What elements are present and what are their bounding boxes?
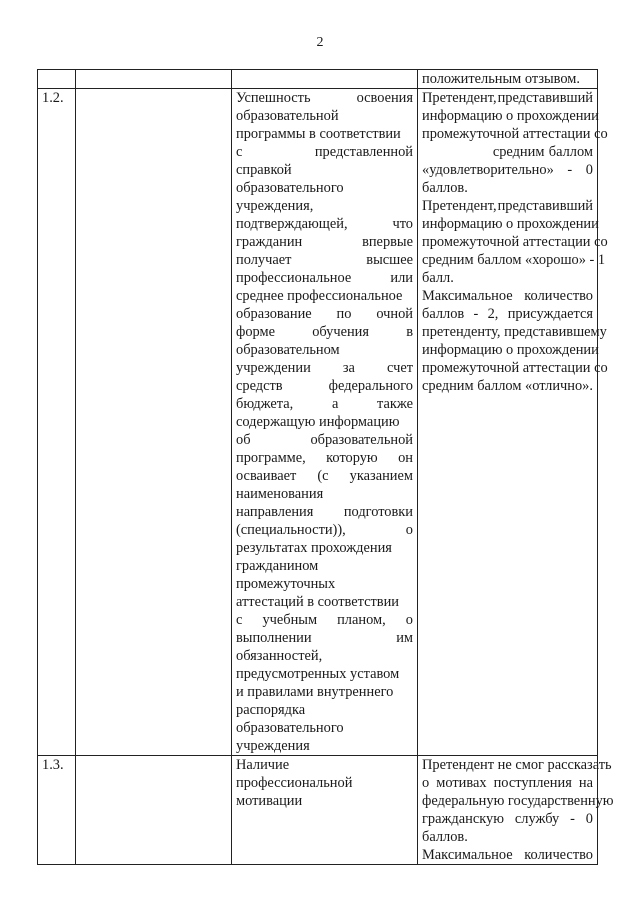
text-word: также (377, 396, 413, 412)
text-line (236, 449, 413, 467)
text-word: подтверждающей, (236, 216, 348, 232)
text-line (422, 179, 593, 197)
text-word: - (567, 162, 573, 178)
text-word: результатах прохождения (236, 540, 392, 556)
text-line (236, 774, 413, 792)
text-line (236, 395, 413, 413)
text-line (422, 70, 593, 88)
text-word: по (336, 306, 352, 322)
page-number: 2 (316, 35, 324, 50)
text-line (236, 467, 413, 485)
text-line (422, 305, 593, 323)
text-word: наименования (236, 486, 324, 502)
text-word: федеральную государственную (422, 793, 614, 809)
text-word: образовательного (236, 180, 344, 196)
text-word: получает (236, 252, 292, 268)
text-word: бюджета, (236, 396, 294, 412)
text-word: претенденту, представившему (422, 324, 607, 340)
text-line (236, 269, 413, 287)
text-word: Претендент, (422, 198, 497, 214)
row-number-cell: 1.3. (38, 756, 76, 865)
text-word: промежуточной аттестации со (422, 126, 608, 142)
text-word: баллов. (422, 829, 468, 845)
text-word: представивший (497, 198, 593, 214)
text-word: Наличие (236, 757, 290, 773)
text-word: баллом (548, 144, 593, 160)
text-word: баллов (422, 306, 465, 322)
text-line (236, 539, 413, 557)
text-word: осваивает (236, 468, 297, 484)
text-word: мотивах (436, 775, 487, 791)
text-word: учреждения, (236, 198, 314, 214)
text-line (236, 792, 413, 810)
text-line (236, 215, 413, 233)
text-line (422, 143, 593, 161)
text-line (236, 377, 413, 395)
text-word: (с (317, 468, 329, 484)
text-line (236, 737, 413, 755)
text-word: счет (386, 360, 413, 376)
text-word: информацию о прохождении (422, 108, 599, 124)
text-word: гражданин (236, 234, 303, 250)
text-word: которую (326, 450, 378, 466)
continuation-num-cell (38, 70, 76, 89)
text-word: что (392, 216, 413, 232)
text-word: образовательном (236, 342, 340, 358)
text-word: в (406, 324, 413, 340)
text-word: учреждения (236, 738, 310, 754)
text-word: очной (376, 306, 413, 322)
text-line (422, 107, 599, 125)
text-line (422, 287, 593, 305)
text-word: за (342, 360, 355, 376)
text-word: с (236, 144, 243, 160)
text-word: образовательного (236, 720, 344, 736)
text-line (236, 179, 413, 197)
text-word: учреждении (236, 360, 311, 376)
text-word: поступления (493, 775, 572, 791)
text-line (422, 846, 593, 864)
text-word: гражданскую (422, 811, 504, 827)
text-line (236, 359, 413, 377)
text-word: количество (524, 288, 593, 304)
text-word: среднее профессиональное (236, 288, 403, 304)
text-word: или (390, 270, 413, 286)
text-line (236, 161, 413, 179)
text-word: о (405, 522, 413, 538)
table-row-continuation (38, 70, 598, 89)
text-line (236, 647, 413, 665)
text-word: Претендент не смог рассказать (422, 757, 612, 773)
text-word: на (578, 775, 593, 791)
text-word: о (405, 612, 413, 628)
text-word: указанием (349, 468, 413, 484)
text-word: Максимальное (422, 847, 513, 863)
text-line (236, 413, 413, 431)
text-line (236, 431, 413, 449)
text-line (236, 485, 413, 503)
text-word: освоения (356, 90, 413, 106)
empty-cell (76, 89, 232, 756)
text-line (422, 161, 593, 179)
text-word: 2, (487, 306, 499, 322)
text-word: Максимальное (422, 288, 513, 304)
text-line (236, 756, 413, 774)
text-word: федерального (328, 378, 413, 394)
text-word: справкой (236, 162, 292, 178)
scoring-cell (418, 756, 614, 865)
text-line (236, 611, 413, 629)
table-row (38, 756, 598, 865)
text-word: о (422, 775, 430, 791)
text-line (236, 503, 413, 521)
text-line (236, 575, 413, 593)
text-word: - (570, 811, 575, 827)
text-word: образование (236, 306, 312, 322)
text-word: 0 (585, 811, 593, 827)
text-word: представивший (497, 90, 593, 106)
text-word: предусмотренных уставом (236, 666, 400, 682)
text-line (236, 143, 413, 161)
table-row (38, 89, 598, 756)
text-line (236, 521, 413, 539)
continuation-criterion-cell (232, 70, 418, 89)
text-word: средним баллом «отлично». (422, 378, 593, 394)
text-word: службу (514, 811, 560, 827)
text-line (422, 233, 608, 251)
text-word: мотивации (236, 793, 303, 809)
text-line (236, 233, 413, 251)
text-word: средним (492, 144, 545, 160)
text-word: балл. (422, 270, 454, 286)
text-word: выполнении (236, 630, 312, 646)
text-word: присуждается (507, 306, 593, 322)
text-word: об (236, 432, 251, 448)
text-word: содержащую информацию (236, 414, 400, 430)
text-line (236, 107, 413, 125)
text-word: обязанностей, (236, 648, 323, 664)
text-line (422, 197, 593, 215)
text-word: форме (236, 324, 275, 340)
criterion-cell (232, 89, 418, 756)
text-word: «удовлетворительно» (422, 162, 554, 178)
text-word: учебным (262, 612, 318, 628)
text-line (422, 215, 599, 233)
text-line (422, 774, 593, 792)
text-line (236, 323, 413, 341)
text-word: распорядка (236, 702, 306, 718)
criterion-cell (232, 756, 418, 865)
text-line (236, 197, 413, 215)
text-word: он (398, 450, 413, 466)
text-word: представленной (314, 144, 413, 160)
text-line (236, 719, 413, 737)
text-line (236, 125, 413, 143)
text-word: профессиональное (236, 270, 352, 286)
text-word: баллов. (422, 180, 468, 196)
text-word: средств (236, 378, 283, 394)
text-word: информацию о прохождении (422, 216, 599, 232)
criteria-table (37, 69, 614, 865)
text-line (422, 359, 608, 377)
text-word: - (473, 306, 479, 322)
text-line (236, 701, 413, 719)
text-line (422, 323, 607, 341)
text-word: гражданином (236, 558, 319, 574)
text-line (422, 756, 612, 774)
text-line (422, 828, 593, 846)
text-word: образовательной (236, 108, 339, 124)
text-word: Успешность (236, 90, 311, 106)
text-word: и правилами внутреннего (236, 684, 394, 700)
text-line (422, 125, 608, 143)
text-word: образовательной (310, 432, 413, 448)
text-word: впервые (362, 234, 413, 250)
text-line (236, 557, 413, 575)
text-line (236, 305, 413, 323)
text-line (422, 89, 593, 107)
text-word: информацию о прохождении (422, 342, 599, 358)
text-line (422, 810, 593, 828)
row-number-cell: 1.2. (38, 89, 76, 756)
text-word: средним баллом «хорошо» - 1 (422, 252, 606, 268)
text-line (236, 683, 413, 701)
text-word: промежуточных (236, 576, 336, 592)
text-word: количество (524, 847, 593, 863)
text-line (236, 251, 413, 269)
text-word: подготовки (343, 504, 413, 520)
text-line (236, 287, 413, 305)
text-word: промежуточной аттестации со (422, 234, 608, 250)
text-line (236, 593, 413, 611)
text-word: с (236, 612, 243, 628)
text-word: программы в соответствии (236, 126, 401, 142)
scoring-cell (418, 89, 608, 756)
text-line (236, 665, 413, 683)
continuation-scoring-cell (418, 70, 598, 89)
text-line (236, 341, 413, 359)
text-word: программе, (236, 450, 306, 466)
text-word: (специальности)), (236, 522, 346, 538)
text-word: им (396, 630, 413, 646)
text-word: а (331, 396, 339, 412)
text-word: 0 (585, 162, 593, 178)
text-word: аттестаций в соответствии (236, 594, 399, 610)
text-word: профессиональной (236, 775, 353, 791)
text-word: положительным отзывом. (422, 71, 581, 87)
text-line (422, 341, 599, 359)
text-word: обучения (312, 324, 369, 340)
text-line (422, 792, 614, 810)
text-line (422, 377, 593, 395)
text-line (236, 89, 413, 107)
text-line (422, 269, 593, 287)
text-line (422, 251, 606, 269)
text-line (236, 629, 413, 647)
text-word: планом, (337, 612, 386, 628)
text-word: промежуточной аттестации со (422, 360, 608, 376)
text-word: высшее (366, 252, 413, 268)
continuation-empty-cell (76, 70, 232, 89)
text-word: Претендент, (422, 90, 497, 106)
empty-cell (76, 756, 232, 865)
text-word: направления (236, 504, 314, 520)
